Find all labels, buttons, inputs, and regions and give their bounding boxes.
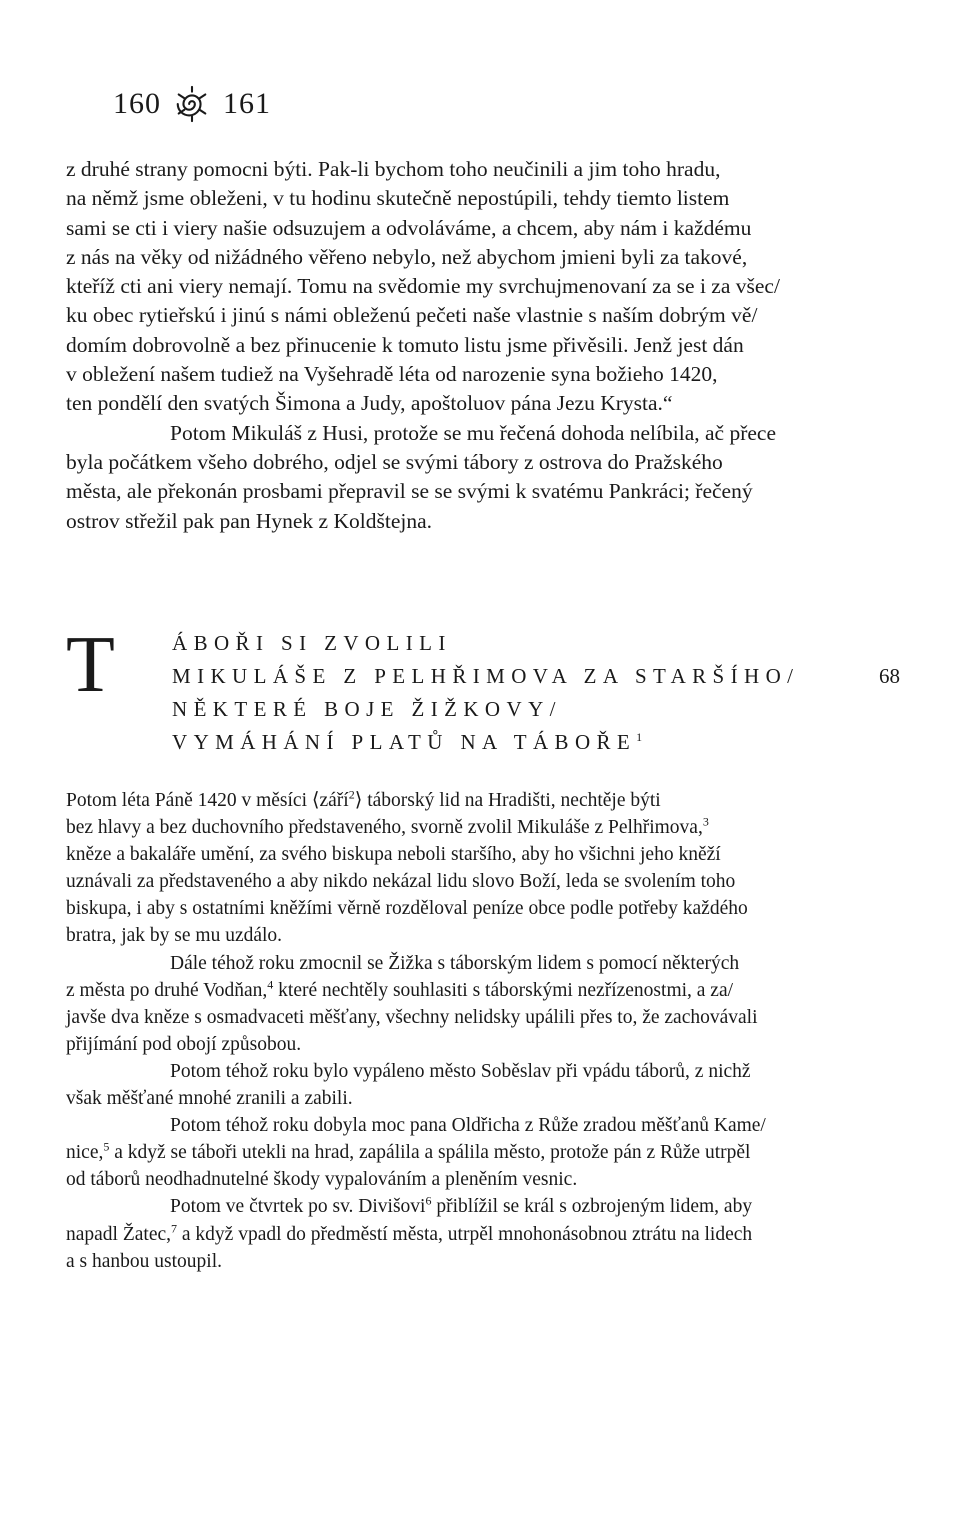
text-line: kteříž cti ani viery nemají. Tomu na svědomie my svrchujmenovaní za se i za všec/ [66,274,780,299]
text-line: napadl Žatec,$^7$ a když vpadl do předměstí města, utrpěl mnohonásobnou ztrátu na lidech [66,1221,753,1245]
heading-line-4 [172,727,649,757]
text-line: biskupa, i aby s ostatními kněžími věrně rozděloval peníze obce podle potřeby každého [66,898,748,920]
text-line: města, ale překonán prosbami přepravil se se svými k svatému Pankráci; řečený [66,479,753,504]
text-line: přijímání pod obojí způsobou. [66,1033,302,1055]
text-line: od táborů neodhadnutelné škody vypalováním a pleněním vesnic. [66,1169,578,1191]
text-line: bez hlavy a bez duchovního představeného, svorně zvolil Mikuláše z Pelhřimova,$^3$ [66,814,709,839]
page-number-left: 160 [113,87,161,120]
text-line: ten pondělí den svatých Šimona a Judy, apoštoluov pána Jezu Krysta.“ [66,391,673,416]
text-line: a s hanbou ustoupil. [66,1250,222,1272]
footnote-marker: 5 [103,1139,110,1154]
text-line: z druhé strany pomocni býti. Pak-li bychom toho neučinili a jim toho hradu, [66,157,721,181]
footnote-marker: 1 [636,730,649,744]
spiral-ornament-icon [173,85,211,123]
footnote-marker: 3 [702,814,709,829]
text-line: Potom ve čtvrtek po sv. Divišovi$^6$ přiblížil se král s ozbrojeným lidem, aby [170,1193,753,1218]
text-line: Potom léta Páně 1420 v měsíci ⟨září$^2$⟩ táborský lid na Hradišti, nechtěje býti [66,787,661,811]
footnote-marker: 2 [348,787,355,802]
text-line: Potom téhož roku bylo vypáleno město Soběslav při vpádu táborů, z nichž [170,1060,751,1082]
text-line: z města po druhé Vodňan,$^4$ které nechtěly souhlasiti s táborskými nezřízenostmi, a za/ [66,977,734,1001]
text-line: v obležení našem tudiež na Vyšehradě léta od narozenie syna božieho 1420, [66,362,718,387]
page-folio [113,84,271,124]
footnote-marker: 7 [171,1221,178,1235]
text-line: javše dva kněze s osmadvaceti měšťany, všechny nelidsky upálili přes to, že zachovávali [66,1006,758,1028]
text-line: Dále téhož roku zmocnil se Žižka s táborským lidem s pomocí některých [170,952,740,974]
text-block-continuation [66,155,906,536]
page-number-right: 161 [223,87,271,120]
text-line: kněze a bakaláře umění, za svého biskupa neboli staršího, aby ho všichni jeho kněží [66,844,721,866]
text-line: byla počátkem všeho dobrého, odjel se svými tábory z ostrova do Pražského [66,449,723,474]
text-line: na němž jsme obleženi, v tu hodinu skutečně nepostúpili, tehdy tiemto listem [66,186,730,211]
text-line: uznávali za představeného a aby nikdo nekázal lidu slovo Boží, leda se svolením toho [66,871,736,893]
heading-line-1: ÁBOŘI SI ZVOLILI [172,631,452,655]
drop-cap: T [66,621,115,709]
heading-line-4-text: VYMÁHÁNÍ PLATŮ NA TÁBOŘE [172,730,637,754]
footnote-marker: 6 [425,1193,432,1208]
text-line: bratra, jak by se mu uzdálo. [66,925,283,947]
heading-line-2: MIKULÁŠE Z PELHŘIMOVA ZA STARŠÍHO/ [172,664,800,688]
text-line: domím dobrovolně a bez přinucenie k tomuto listu jsme přivěsili. Jenž jest dán [66,332,744,357]
footnote-marker: 4 [267,977,274,992]
text-line: z nás na věky od nižádného věřeno nebylo, než abychom jmieni byli za takové, [66,244,748,269]
text-block-chapter [66,787,906,1275]
text-line: ku obec rytieřskú i jinú s námi obleženú pečeti naše vlastnie s naším dobrým vě/ [66,303,758,328]
text-line: Potom téhož roku dobyla moc pana Oldřicha z Růže zradou měšťanů Kame/ [170,1115,766,1137]
text-line: nice,$^5$ a když se tábořі utekli na hrad, zapálila a spálila město, protože pán z Růže utrpěl [66,1139,751,1164]
text-line: však měšťané mnohé zranili a zabili. [66,1088,353,1110]
text-line: sami se cti i viery našie odsuzujem a odvoláváme, a chcem, aby nám i každému [66,215,752,240]
heading-line-3: NĚKTERÉ BOJE ŽIŽKOVY/ [172,697,562,721]
chapter-number: 68 [879,664,900,688]
text-line: ostrov střežil pak pan Hynek z Koldštejna. [66,508,433,533]
text-line: Potom Mikuláš z Husi, protože se mu řečená dohoda nelíbila, ač přece [170,420,776,445]
